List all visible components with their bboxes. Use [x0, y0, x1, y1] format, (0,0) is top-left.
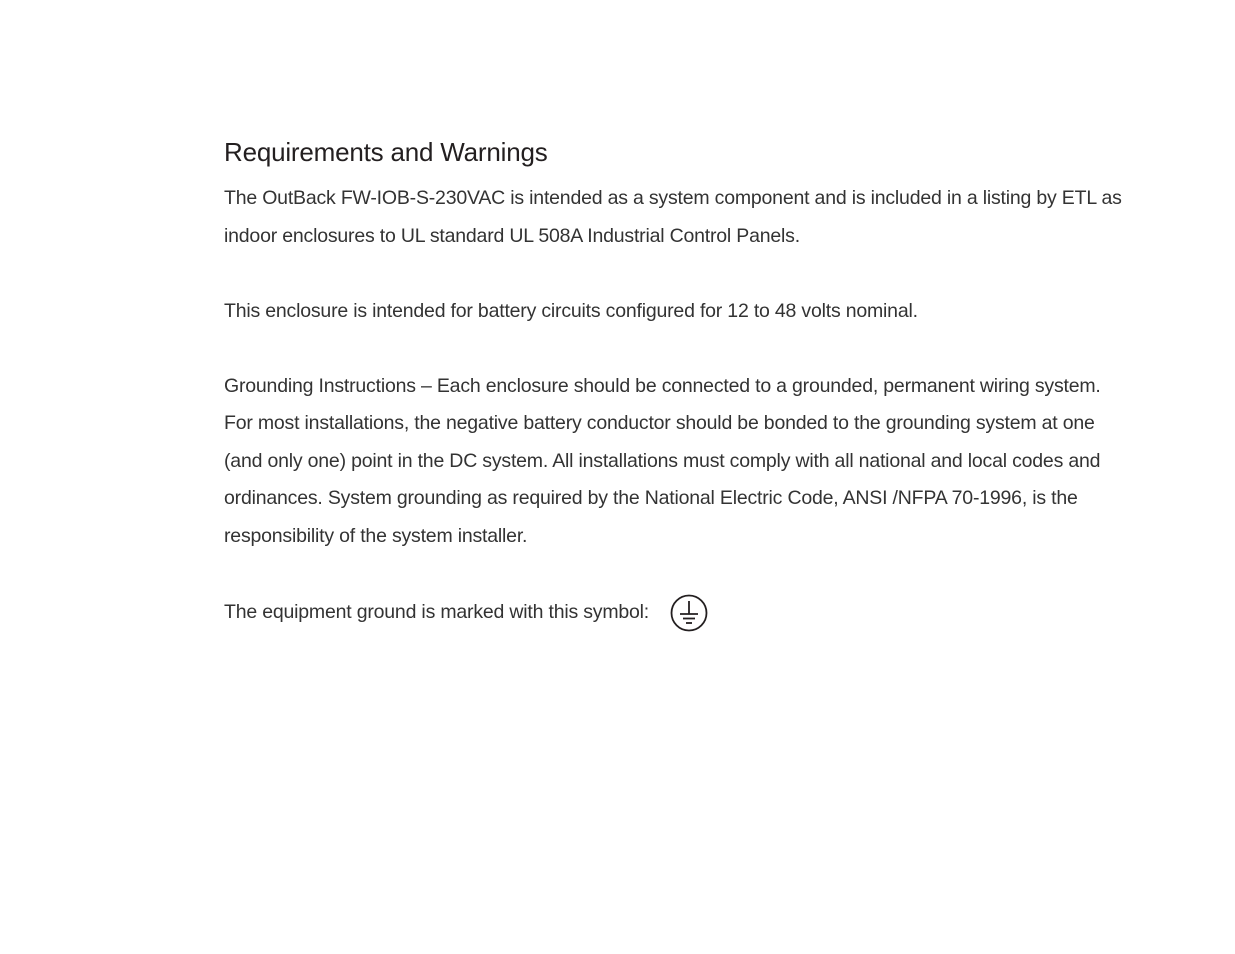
protective-earth-ground-icon — [669, 593, 709, 633]
section-title: Requirements and Warnings — [224, 137, 548, 167]
paragraph-battery-circuits: This enclosure is intended for battery circuits configured for 12 to 48 volts nominal. — [224, 299, 918, 322]
ground-symbol-text: The equipment ground is marked with this symbol: — [224, 600, 650, 623]
paragraph-grounding-instructions: Grounding Instructions – Each enclosure should be connected to a grounded, permanent wiring system. For most installations, the negative battery conductor should be bonded to the grounding system at one (and only one) point in the DC system. All installations must comply with all national and local codes and ordinances. System grounding as required by the National Electric Code, ANSI /NFPA 70-1996, is the responsibility of the system installer. — [224, 374, 1101, 547]
paragraph-component-listing: The OutBack FW-IOB-S-230VAC is intended as a system component and is included in a listing by ETL as indoor enclosures to UL standard UL 508A Industrial Control Panels. — [224, 187, 1122, 247]
ground-symbol-row — [224, 593, 1124, 633]
document-page — [224, 134, 1124, 633]
